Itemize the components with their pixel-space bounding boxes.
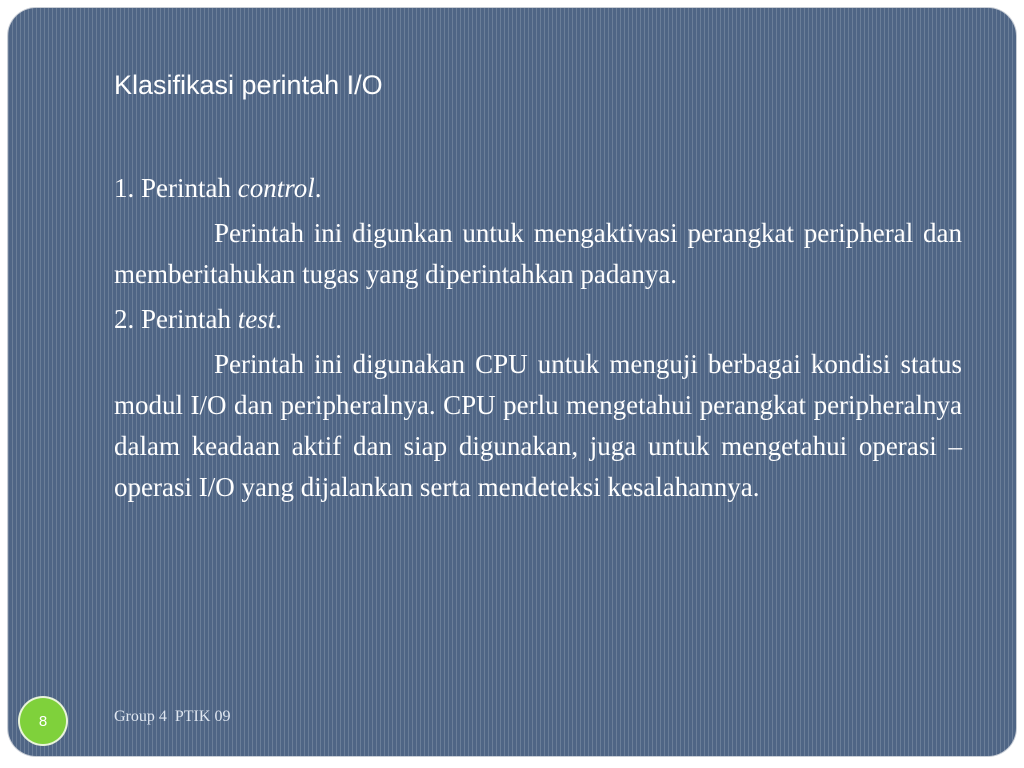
section-2-heading-italic: test <box>237 304 276 334</box>
section-1-body: Perintah ini digunkan untuk mengaktivasi perangkat peripheral dan memberitahukan tugas yang diperintahkan padanya. <box>114 218 962 289</box>
slide-content <box>114 168 962 512</box>
section-1-heading-italic: control <box>237 173 315 203</box>
footer-text: Group 4 PTIK 09 <box>114 708 231 725</box>
section-2-heading <box>114 299 962 340</box>
section-2-heading-prefix: 2. Perintah <box>114 304 238 334</box>
section-1-heading-prefix: 1. Perintah <box>114 173 238 203</box>
section-1-heading <box>114 168 962 209</box>
slide-number-badge: 8 <box>20 698 66 744</box>
slide <box>8 8 1016 756</box>
section-1-heading-suffix: . <box>314 173 322 203</box>
section-2-heading-suffix: . <box>275 304 282 334</box>
section-2-body: Perintah ini digunakan CPU untuk menguji berbagai kondisi status modul I/O dan peripheralnya. CPU perlu mengetahui perangkat peripheralnya dalam keadaan aktif dan siap digunakan, juga untuk mengetahui operasi – operasi I/O yang dijalankan serta mendeteksi kesalahannya. <box>114 349 962 502</box>
slide-title: Klasifikasi perintah I/O <box>114 70 383 100</box>
